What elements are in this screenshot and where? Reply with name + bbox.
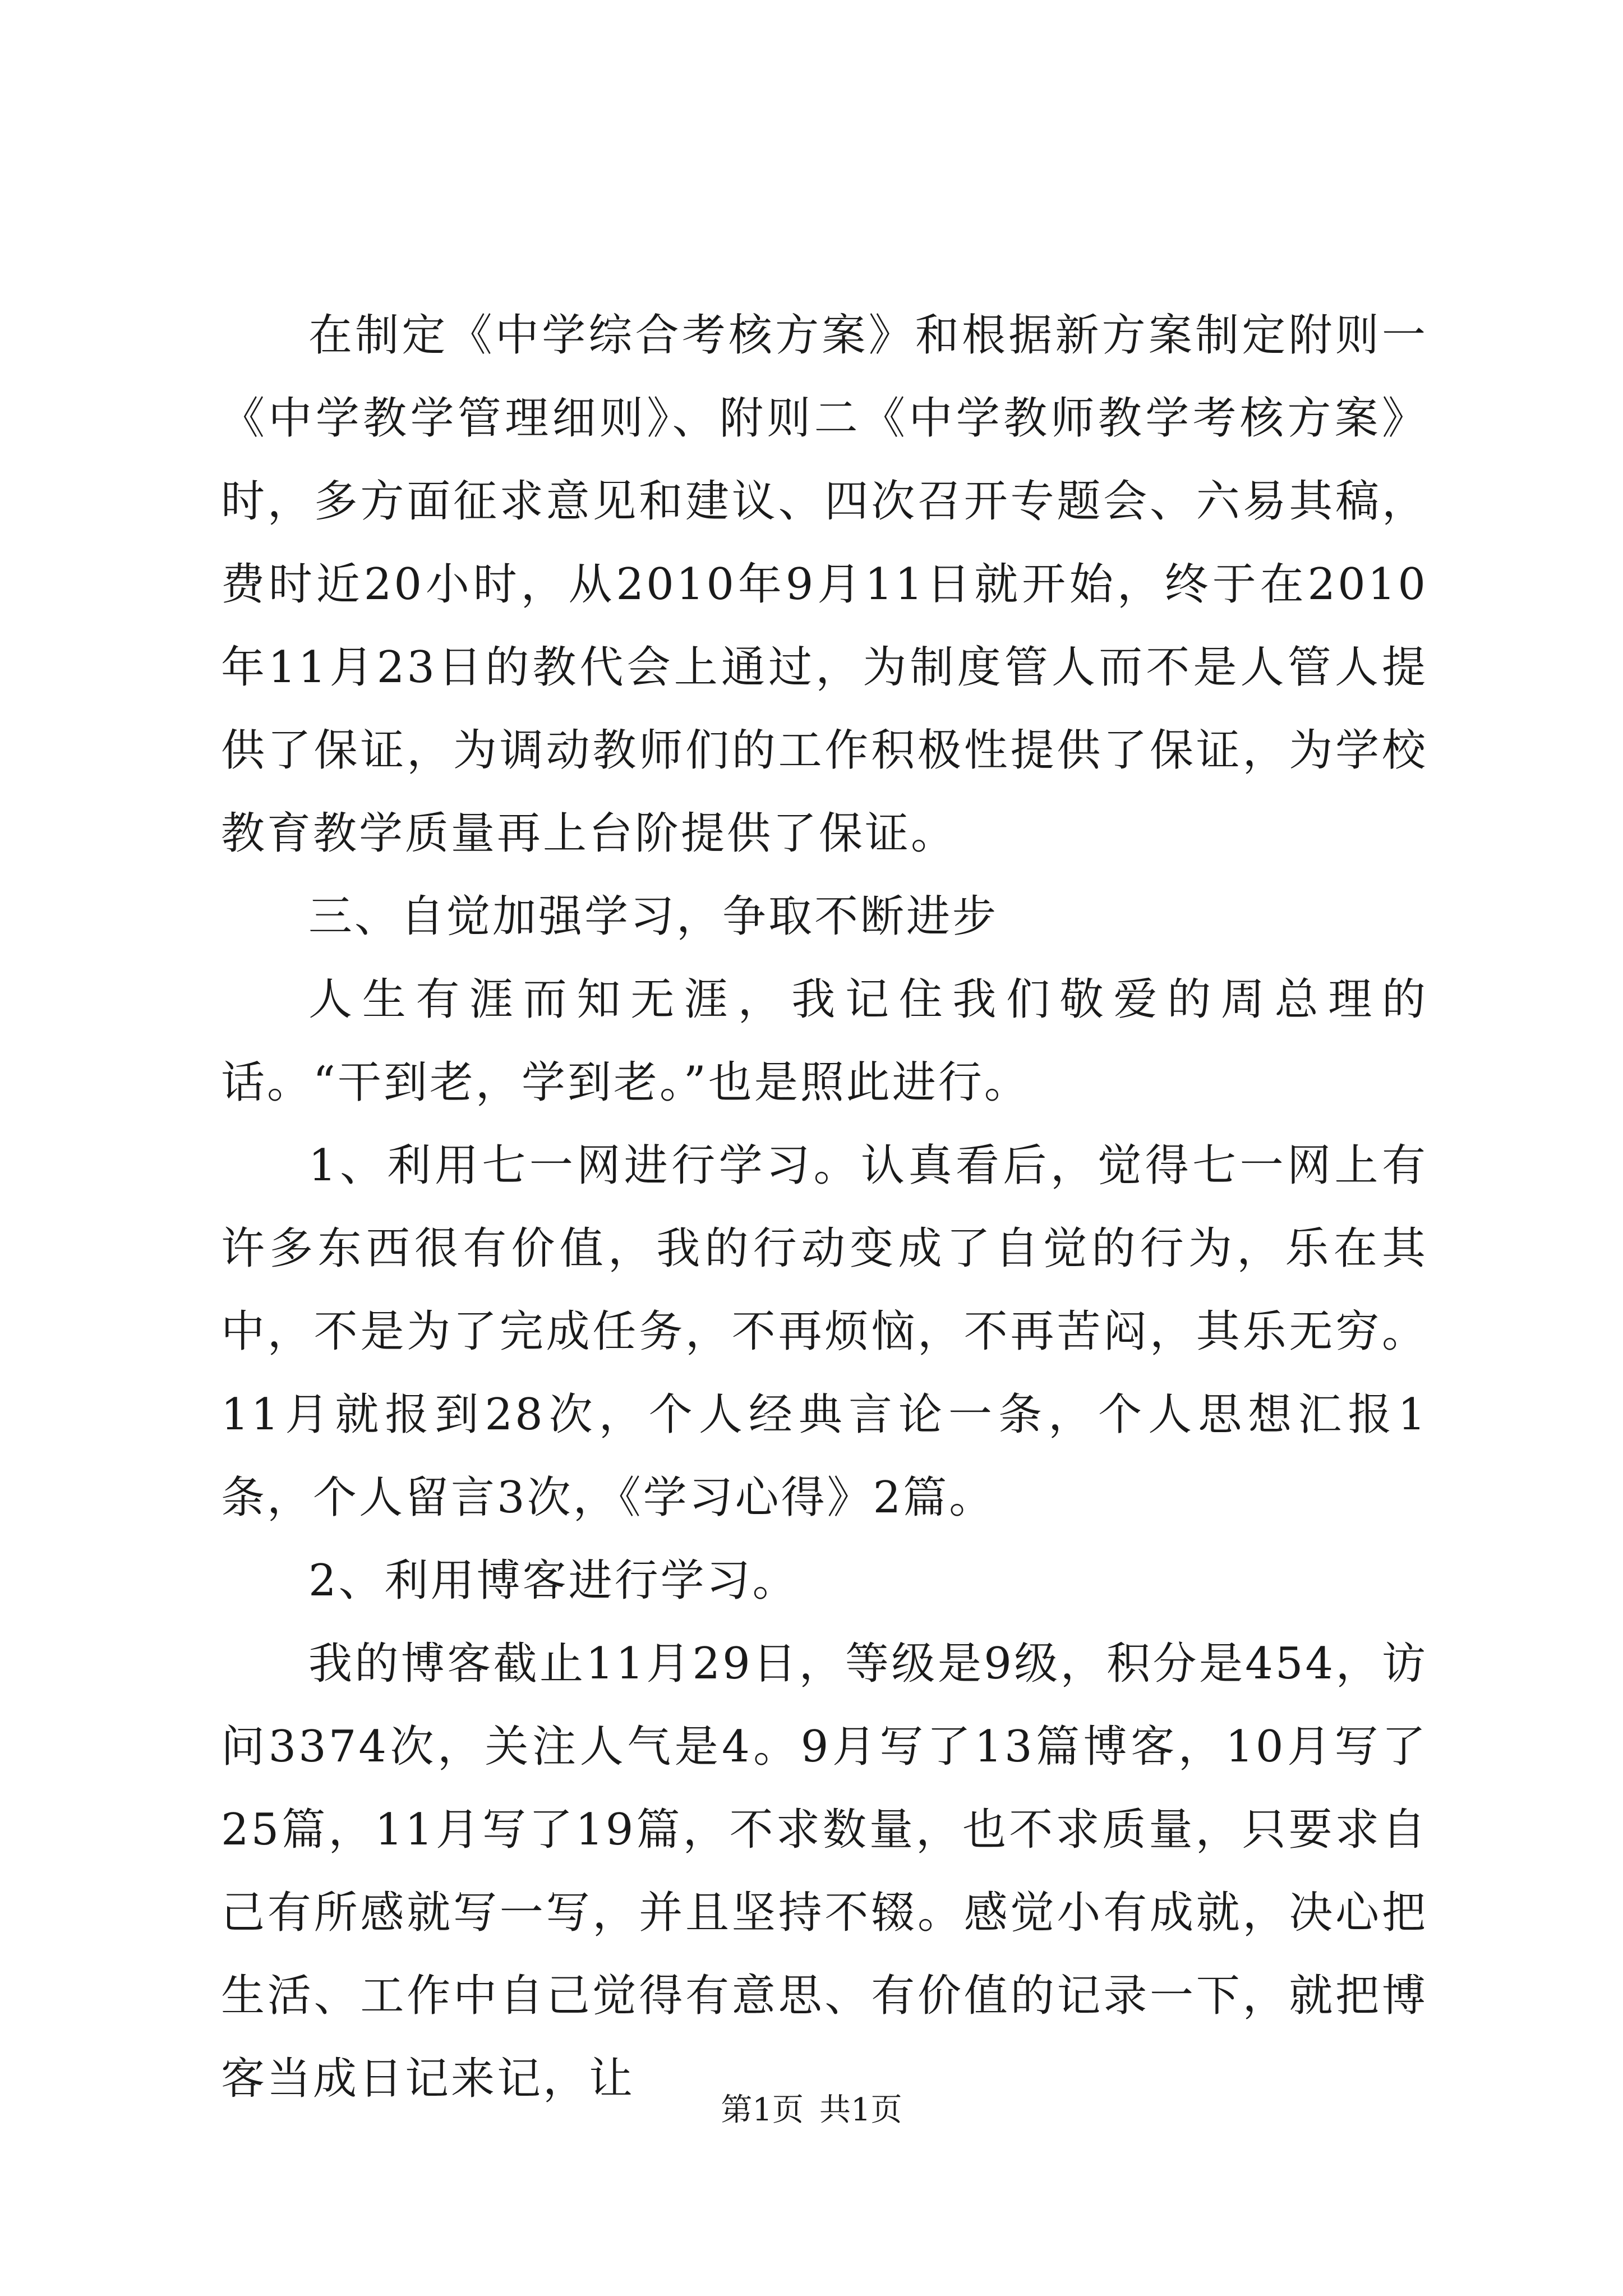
paragraph-blog-stats: 我的博客截止11月29日，等级是9级，积分是454，访问3374次，关注人气是4。9月写了13篇博客，10月写了25篇，11月写了19篇，不求数量，也不求质量，只要求自己有所感就写一写，并且坚持不辍。感觉小有成就，决心把生活、工作中自己觉得有意思、有价值的记录一下，就把博客当成日记来记，让	[221, 1639, 1428, 2104]
total-pages: 共1页	[819, 2092, 902, 2128]
section-heading-study: 三、自觉加强学习，争取不断进步	[308, 891, 999, 942]
page-footer	[0, 2088, 1623, 2133]
document-body	[221, 294, 1428, 2120]
paragraph-qiyi-net: 1、利用七一网进行学习。认真看后，觉得七一网上有许多东西很有价值，我的行动变成了自觉的行为，乐在其中，不是为了完成任务，不再烦恼，不再苦闷，其乐无穷。11月就报到28次，个人经典言论一条，个人思想汇报1条，个人留言3次，《学习心得》2篇。	[221, 1140, 1428, 1523]
paragraph-exam-plan: 在制定《中学综合考核方案》和根据新方案制定附则一《中学教学管理细则》、附则二《中学教师教学考核方案》时，多方面征求意见和建议、四次召开专题会、六易其稿，费时近20小时，从2010年9月11日就开始，终于在2010年11月23日的教代会上通过，为制度管人而不是人管人提供了保证，为调动教师们的工作积极性提供了保证，为学校教育教学质量再上台阶提供了保证。	[221, 310, 1428, 859]
page-number: 第1页	[721, 2092, 804, 2128]
paragraph-blog-heading: 2、利用博客进行学习。	[308, 1556, 799, 1606]
paragraph-lifelong-learning: 人生有涯而知无涯，我记住我们敬爱的周总理的话。“干到老，学到老。”也是照此进行。	[221, 974, 1428, 1108]
